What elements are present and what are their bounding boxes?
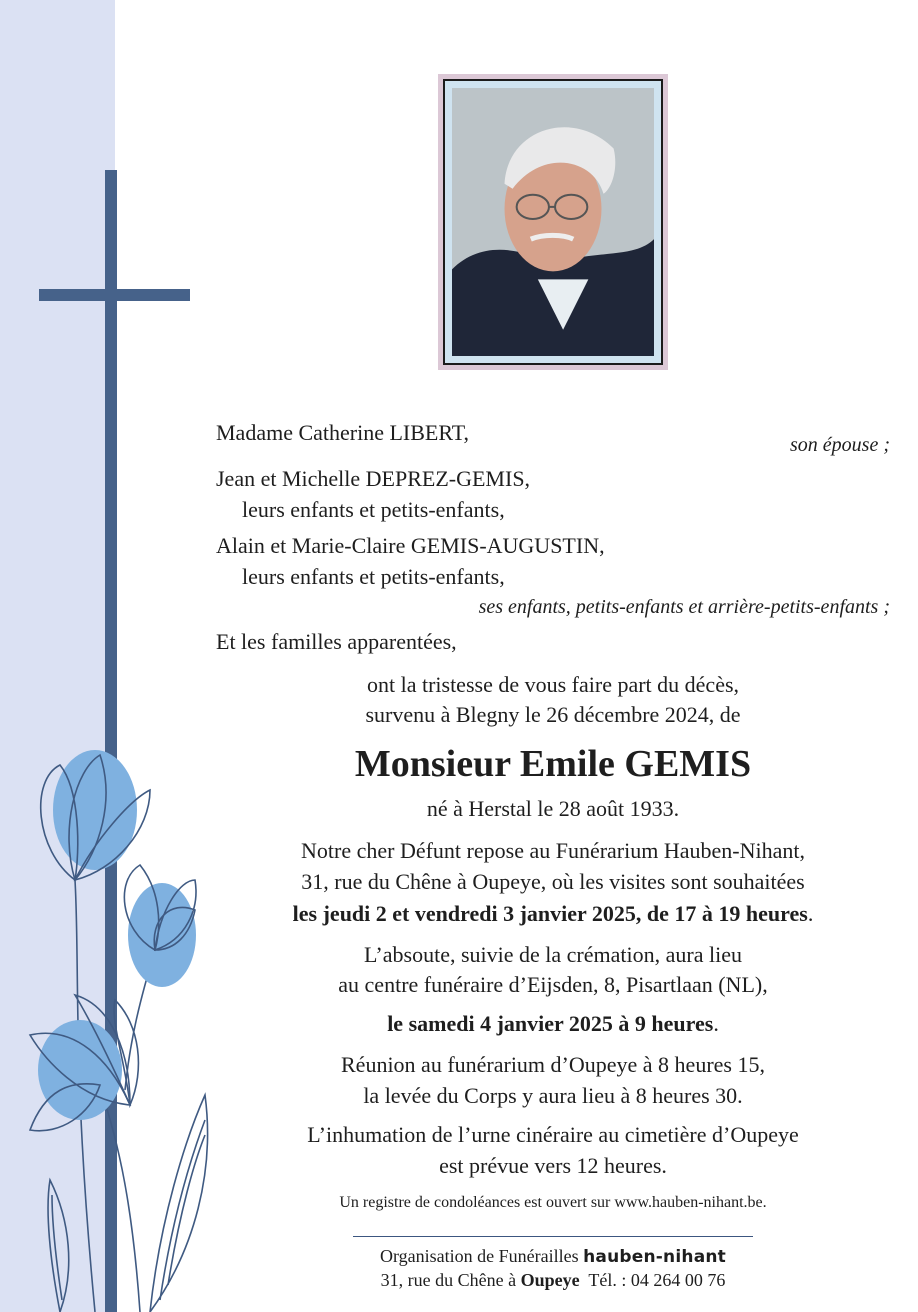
announcement-line-2: survenu à Blegny le 26 décembre 2024, de: [365, 702, 741, 727]
burial-line-1: L’inhumation de l’urne cinéraire au cimetière d’Oupeye: [307, 1122, 799, 1147]
burial-line-2: est prévue vers 12 heures.: [439, 1153, 667, 1178]
family-line-child-1-descendants: leurs enfants et petits-enfants,: [242, 497, 505, 522]
visits-line-2: 31, rue du Chêne à Oupeye, où les visites sont souhaitées: [301, 869, 805, 894]
family-line-relatives: Et les familles apparentées,: [216, 629, 457, 654]
visits-line-3-end: .: [807, 901, 814, 926]
ceremony-line-3-end: .: [713, 1011, 719, 1036]
family-line-child-2: Alain et Marie-Claire GEMIS-AUGUSTIN,: [216, 533, 605, 558]
footer-organisation: [200, 1245, 906, 1268]
deceased-name: Monsieur Emile GEMIS: [354, 743, 752, 785]
tulip-flowers-illustration: [0, 740, 230, 1312]
visits-line-3: [200, 901, 906, 927]
footer-phone: Tél. : 04 264 00 76: [588, 1270, 726, 1290]
ceremony-line-3: [200, 1011, 906, 1037]
meeting-line-2: la levée du Corps y aura lieu à 8 heures 30.: [363, 1083, 743, 1108]
footer-city: Oupeye: [520, 1270, 580, 1290]
family-role-descendants: ses enfants, petits-enfants et arrière-petits-enfants ;: [478, 596, 890, 618]
portrait-photo: [443, 79, 663, 365]
deceased-birth: né à Herstal le 28 août 1933.: [426, 796, 680, 821]
footer-divider: [353, 1236, 753, 1237]
family-line-child-2-descendants: leurs enfants et petits-enfants,: [242, 564, 505, 589]
ceremony-date: le samedi 4 janvier 2025 à 9 heures: [387, 1011, 714, 1036]
ceremony-line-1: L’absoute, suivie de la crémation, aura lieu: [364, 942, 742, 967]
meeting-line-1: Réunion au funérarium d’Oupeye à 8 heures 15,: [341, 1052, 765, 1077]
family-role-spouse: son épouse ;: [790, 434, 890, 456]
visits-line-1: Notre cher Défunt repose au Funérarium Hauben-Nihant,: [301, 838, 805, 863]
brand-logo: hauben-nihant: [583, 1247, 726, 1267]
footer-address-prefix: 31, rue du Chêne à: [380, 1270, 517, 1290]
family-line-spouse: Madame Catherine LIBERT,: [216, 420, 470, 445]
visits-dates: les jeudi 2 et vendredi 3 janvier 2025, de 17 à 19 heures: [292, 901, 808, 926]
announcement-line-1: ont la tristesse de vous faire part du décès,: [366, 672, 740, 697]
cross-horizontal-bar: [39, 289, 190, 301]
condolence-registry: Un registre de condoléances est ouvert sur www.hauben-nihant.be.: [339, 1194, 767, 1211]
footer-org-prefix: Organisation de Funérailles: [380, 1246, 579, 1266]
ceremony-line-2: au centre funéraire d’Eijsden, 8, Pisartlaan (NL),: [338, 972, 768, 997]
family-line-child-1: Jean et Michelle DEPREZ-GEMIS,: [216, 466, 531, 491]
portrait-frame: [438, 74, 668, 370]
portrait-illustration: [452, 88, 654, 356]
footer-address: [200, 1269, 906, 1291]
